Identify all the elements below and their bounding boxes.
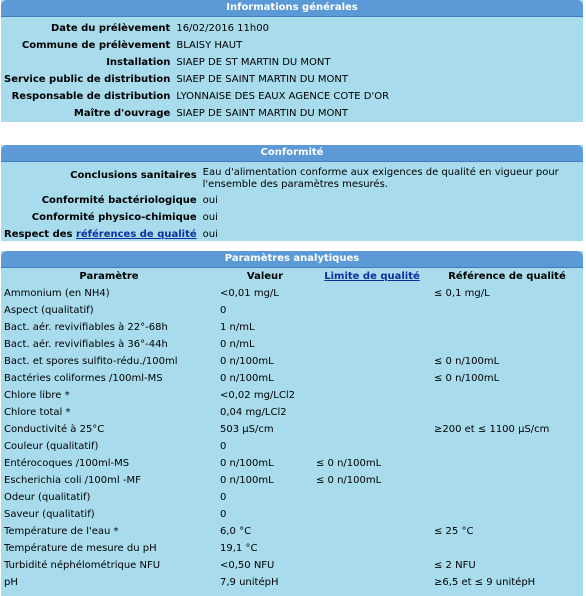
param-limit: ≤ 0 n/100mL — [316, 458, 382, 469]
physchem-value: oui — [202, 212, 218, 223]
param-reference — [431, 472, 583, 489]
param-row — [1, 285, 583, 302]
param-value: 0,04 mg/LCl2 — [220, 407, 287, 418]
general-info-row — [1, 71, 392, 88]
conformity-table — [1, 165, 583, 243]
param-value: 19,1 °C — [220, 543, 258, 554]
param-limit — [313, 540, 431, 557]
param-value: 0 n/100mL — [220, 356, 274, 367]
param-row — [1, 421, 583, 438]
general-info-row — [1, 54, 392, 71]
param-name: Saveur (qualitatif) — [4, 509, 95, 520]
param-limit — [313, 302, 431, 319]
param-value: 0 — [220, 492, 227, 503]
general-info-label: Installation — [106, 57, 171, 68]
param-name: Entérocoques /100ml-MS — [4, 458, 130, 469]
param-limit — [313, 421, 431, 438]
param-name: Chlore libre * — [4, 390, 70, 401]
param-value: 0 n/mL — [220, 339, 255, 350]
param-row — [1, 353, 583, 370]
param-value: <0,01 mg/L — [220, 288, 279, 299]
param-name: Bact. aér. revivifiables à 22°-68h — [4, 322, 168, 333]
param-value: <0,50 NFU — [220, 560, 275, 571]
param-name: Température de l'eau * — [4, 526, 119, 537]
general-info-panel — [1, 0, 583, 122]
param-limit — [313, 404, 431, 421]
general-info-value: SIAEP DE SAINT MARTIN DU MONT — [176, 74, 348, 85]
analytical-params-panel — [1, 251, 583, 596]
general-info-row — [1, 37, 392, 54]
params-header-row — [1, 268, 583, 285]
param-name: Chlore total * — [4, 407, 71, 418]
param-limit — [313, 438, 431, 455]
general-info-title: Informations générales — [1, 0, 583, 17]
general-info-label: Commune de prélèvement — [21, 40, 171, 51]
param-row — [1, 336, 583, 353]
param-limit — [313, 574, 431, 591]
general-info-label: Responsable de distribution — [11, 91, 171, 102]
param-name: pH — [4, 577, 18, 588]
param-limit: ≤ 0 n/100mL — [316, 475, 382, 486]
param-row — [1, 557, 583, 574]
param-reference — [431, 438, 583, 455]
param-reference — [431, 506, 583, 523]
physchem-row — [1, 209, 583, 226]
bacterio-value: oui — [202, 195, 218, 206]
param-name: Température de mesure du pH — [4, 543, 157, 554]
param-limit — [313, 557, 431, 574]
general-info-row — [1, 105, 392, 122]
param-reference — [431, 319, 583, 336]
param-reference: ≥200 et ≤ 1100 µS/cm — [434, 424, 550, 435]
param-name: Bact. et spores sulfito-rédu./100ml — [4, 356, 178, 367]
conformity-title: Conformité — [1, 145, 583, 162]
param-row — [1, 574, 583, 591]
param-value: 503 µS/cm — [220, 424, 274, 435]
refs-row — [1, 226, 583, 243]
param-name: Aspect (qualitatif) — [4, 305, 94, 316]
param-limit — [313, 387, 431, 404]
param-value: 0 n/100mL — [220, 475, 274, 486]
param-row — [1, 387, 583, 404]
general-info-value: BLAISY HAUT — [176, 40, 243, 51]
param-row — [1, 489, 583, 506]
general-info-label: Maître d'ouvrage — [73, 108, 171, 119]
param-value: 0 — [220, 441, 227, 452]
bacterio-row — [1, 192, 583, 209]
param-limit — [313, 285, 431, 302]
param-name: Bact. aér. revivifiables à 36°-44h — [4, 339, 168, 350]
physchem-label: Conformité physico-chimique — [31, 212, 197, 223]
param-reference — [431, 455, 583, 472]
param-row — [1, 319, 583, 336]
general-info-row — [1, 20, 392, 37]
param-row — [1, 472, 583, 489]
header-reference: Référence de qualité — [448, 271, 566, 282]
param-reference — [431, 302, 583, 319]
param-name: Turbidité néphélométrique NFU — [4, 560, 161, 571]
params-title: Paramètres analytiques — [1, 251, 583, 268]
param-value: 6,0 °C — [220, 526, 252, 537]
param-limit — [313, 353, 431, 370]
general-info-label: Date du prélèvement — [50, 23, 171, 34]
quality-limit-link[interactable]: Limite de qualité — [324, 271, 420, 282]
param-reference — [431, 387, 583, 404]
quality-references-link[interactable]: références de qualité — [75, 229, 197, 240]
header-value: Valeur — [246, 271, 284, 282]
param-limit — [313, 319, 431, 336]
param-reference — [431, 404, 583, 421]
param-reference: ≤ 0,1 mg/L — [434, 288, 490, 299]
param-reference: ≤ 2 NFU — [434, 560, 476, 571]
param-value: 0 n/100mL — [220, 373, 274, 384]
param-value: <0,02 mg/LCl2 — [220, 390, 295, 401]
param-row — [1, 438, 583, 455]
general-info-table — [1, 20, 392, 122]
param-name: Odeur (qualitatif) — [4, 492, 91, 503]
param-row — [1, 523, 583, 540]
refs-label — [1, 226, 200, 243]
param-limit — [313, 523, 431, 540]
general-info-value: 16/02/2016 11h00 — [176, 23, 269, 34]
param-reference: ≤ 0 n/100mL — [434, 356, 500, 367]
param-limit — [313, 370, 431, 387]
general-info-value: SIAEP DE ST MARTIN DU MONT — [176, 57, 331, 68]
refs-value: oui — [202, 229, 218, 240]
param-value: 0 — [220, 305, 227, 316]
conclusions-row — [1, 165, 583, 192]
general-info-value: SIAEP DE SAINT MARTIN DU MONT — [176, 108, 348, 119]
conclusions-label: Conclusions sanitaires — [70, 170, 197, 181]
param-name: Escherichia coli /100ml -MF — [4, 475, 141, 486]
param-reference: ≤ 0 n/100mL — [434, 373, 500, 384]
general-info-row — [1, 88, 392, 105]
param-value: 0 n/100mL — [220, 458, 274, 469]
param-value: 1 n/mL — [220, 322, 255, 333]
param-row — [1, 370, 583, 387]
param-name: Conductivité à 25°C — [4, 424, 105, 435]
param-limit — [313, 489, 431, 506]
conformity-panel — [1, 145, 583, 241]
bacterio-label: Conformité bactériologique — [41, 195, 197, 206]
param-reference: ≥6,5 et ≤ 9 unitépH — [434, 577, 536, 588]
param-row — [1, 540, 583, 557]
param-name: Couleur (qualitatif) — [4, 441, 99, 452]
param-name: Bactéries coliformes /100ml-MS — [4, 373, 163, 384]
param-value: 7,9 unitépH — [220, 577, 279, 588]
params-table — [1, 268, 583, 591]
param-limit — [313, 336, 431, 353]
conclusions-value: Eau d'alimentation conforme aux exigences de qualité en vigueur pour l'ensemble des paramètres mesurés. — [202, 167, 559, 190]
param-row — [1, 506, 583, 523]
header-limit — [313, 268, 431, 285]
param-row — [1, 455, 583, 472]
param-row — [1, 302, 583, 319]
param-name: Ammonium (en NH4) — [4, 288, 110, 299]
header-parameter: Paramètre — [79, 271, 139, 282]
param-value: 0 — [220, 509, 227, 520]
refs-label-prefix: Respect des — [4, 229, 76, 240]
param-reference — [431, 540, 583, 557]
general-info-value: LYONNAISE DES EAUX AGENCE COTE D'OR — [176, 91, 390, 102]
param-reference: ≤ 25 °C — [434, 526, 474, 537]
param-row — [1, 404, 583, 421]
param-reference — [431, 489, 583, 506]
general-info-label: Service public de distribution — [4, 74, 171, 85]
param-limit — [313, 506, 431, 523]
param-reference — [431, 336, 583, 353]
